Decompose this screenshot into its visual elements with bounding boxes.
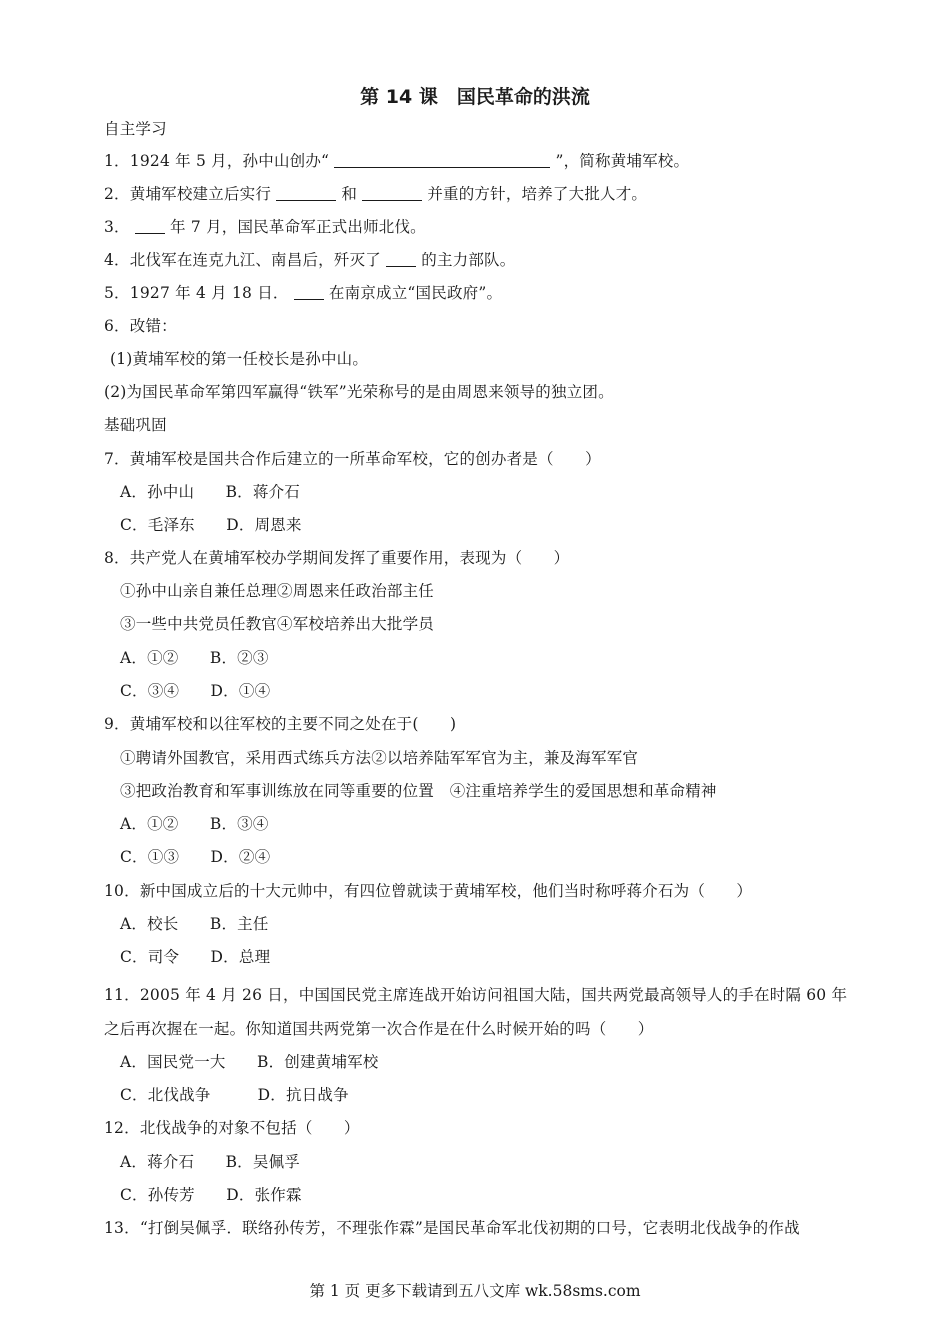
question-11-stem-line-1: 11．2005 年 4 月 26 日，中国国民党主席连战开始访问祖国大陆，国共两党最高领导人的手在时隔 60 年: [104, 986, 848, 1004]
question-text: 在南京成立“国民政府”。: [328, 284, 503, 302]
question-9-stem: 9．黄埔军校和以往军校的主要不同之处在于( ): [104, 715, 457, 733]
question-text: 并重的方针，培养了大批人才。: [427, 185, 648, 203]
question-8-options-cd: C．③④ D．①④: [120, 682, 271, 700]
question-10-options-cd: C．司令 D．总理: [120, 948, 271, 966]
question-6-item-2: (2)为国民革命军第四军赢得“铁军”光荣称号的是由周恩来领导的独立团。: [104, 383, 614, 401]
question-text: ”，简称黄埔军校。: [555, 152, 690, 170]
question-9-options-cd: C．①③ D．②④: [120, 848, 271, 866]
question-12-options-cd: C．孙传芳 D．张作霖: [120, 1186, 302, 1204]
fill-blank: [362, 184, 422, 201]
question-2: [104, 182, 647, 206]
question-12-options-ab: A．蒋介石 B．吴佩孚: [120, 1153, 300, 1171]
fill-blank: [276, 184, 336, 201]
question-text: 年 7 月，国民革命军正式出师北伐。: [170, 218, 426, 236]
question-text: 5．1927 年 4 月 18 日．: [104, 284, 289, 302]
section-heading-basic: 基础巩固: [104, 416, 167, 434]
page-title: 第 14 课 国民革命的洪流: [360, 86, 590, 108]
page-footer: 第 1 页 更多下载请到五八文库 wk.58sms.com: [309, 1282, 641, 1300]
question-11-stem-line-2: 之后再次握在一起。你知道国共两党第一次合作是在什么时候开始的吗（ ）: [104, 1020, 654, 1038]
question-11-options-ab: A．国民党一大 B．创建黄埔军校: [120, 1053, 379, 1071]
question-text: 的主力部队。: [421, 251, 516, 269]
question-3: [104, 215, 426, 239]
question-1: [104, 149, 689, 173]
question-6-stem: 6．改错：: [104, 317, 177, 335]
question-8-stem: 8．共产党人在黄埔军校办学期间发挥了重要作用，表现为（ ）: [104, 549, 570, 567]
question-11-options-cd: C．北伐战争 D．抗日战争: [120, 1086, 349, 1104]
question-8-options-ab: A．①② B．②③: [120, 649, 269, 667]
question-9-statement-2: ③把政治教育和军事训练放在同等重要的位置 ④注重培养学生的爱国思想和革命精神: [120, 782, 717, 800]
question-5: [104, 281, 502, 305]
fill-blank: [135, 217, 165, 234]
question-10-stem: 10．新中国成立后的十大元帅中，有四位曾就读于黄埔军校，他们当时称呼蒋介石为（ ）: [104, 882, 753, 900]
section-heading-self-study: 自主学习: [104, 120, 167, 138]
question-10-options-ab: A．校长 B．主任: [120, 915, 269, 933]
fill-blank: [334, 151, 550, 168]
question-12-stem: 12．北伐战争的对象不包括（ ）: [104, 1119, 360, 1137]
question-13-stem: 13．“打倒吴佩孚．联络孙传芳，不理张作霖”是国民革命军北伐初期的口号，它表明北伐战争的作战: [104, 1219, 800, 1237]
fill-blank: [386, 250, 416, 267]
question-7-options-ab: A．孙中山 B．蒋介石: [120, 483, 300, 501]
question-9-options-ab: A．①② B．③④: [120, 815, 269, 833]
question-7-stem: 7．黄埔军校是国共合作后建立的一所革命军校，它的创办者是（ ）: [104, 450, 601, 468]
question-text: 2．黄埔军校建立后实行: [104, 185, 272, 203]
question-text: 和: [341, 185, 358, 203]
question-text: 4．北伐军在连克九江、南昌后，歼灭了: [104, 251, 381, 269]
fill-blank: [294, 283, 324, 300]
question-7-options-cd: C．毛泽东 D．周恩来: [120, 516, 302, 534]
question-text: 3．: [104, 218, 130, 236]
question-8-statement-2: ③一些中共党员任教官④军校培养出大批学员: [120, 615, 435, 633]
question-6-item-1: (1)黄埔军校的第一任校长是孙中山。: [110, 350, 369, 368]
question-8-statement-1: ①孙中山亲自兼任总理②周恩来任政治部主任: [120, 582, 435, 600]
question-text: 1．1924 年 5 月，孙中山创办“: [104, 152, 330, 170]
question-4: [104, 248, 515, 272]
question-9-statement-1: ①聘请外国教官，采用西式练兵方法②以培养陆军军官为主，兼及海军军官: [120, 749, 639, 767]
